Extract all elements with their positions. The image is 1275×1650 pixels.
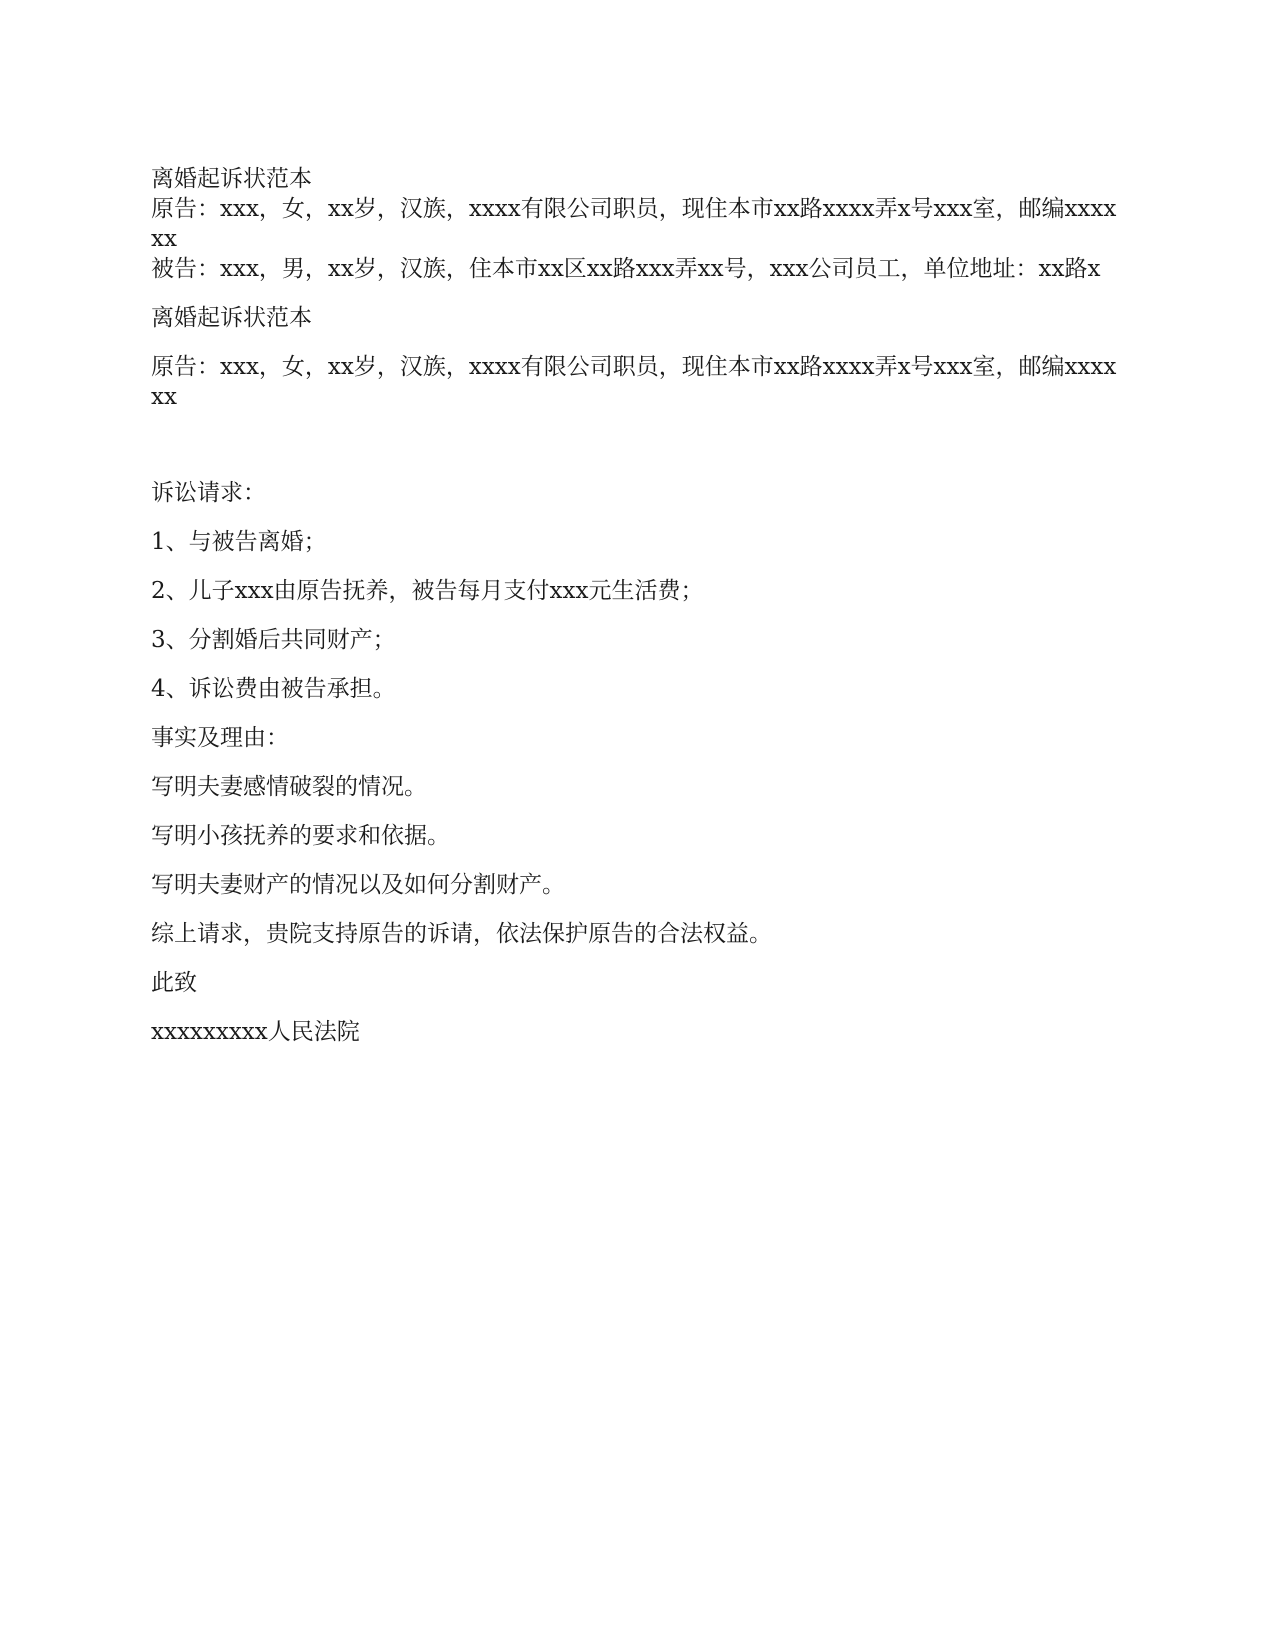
header-block: [151, 164, 1123, 284]
claim-item: 3、分割婚后共同财产；: [151, 627, 396, 653]
court-name: xxxxxxxxx人民法院: [151, 1019, 360, 1045]
claim-item: 4、诉讼费由被告承担。: [151, 676, 396, 702]
conclusion-text: 综上请求，贵院支持原告的诉请，依法保护原告的合法权益。: [151, 921, 772, 947]
facts-heading: 事实及理由：: [151, 725, 289, 751]
claim-item: 1、与被告离婚；: [151, 529, 327, 555]
plaintiff-info: 原告：xxx，女，xx岁，汉族，xxxx有限公司职员，现住本市xx路xxxx弄x号xxx室，邮编xxxxxx: [151, 196, 1117, 252]
plaintiff-info-repeat: 原告：xxx，女，xx岁，汉族，xxxx有限公司职员，现住本市xx路xxxx弄x号xxx室，邮编xxxxxx: [151, 354, 1117, 410]
fact-item: 写明夫妻财产的情况以及如何分割财产。: [151, 872, 565, 898]
fact-item: 写明夫妻感情破裂的情况。: [151, 774, 427, 800]
defendant-info: 被告：xxx，男，xx岁，汉族，住本市xx区xx路xxx弄xx号，xxx公司员工，单位地址：xx路x: [151, 256, 1101, 282]
salutation: 此致: [151, 970, 197, 996]
document-title-repeat: 离婚起诉状范本: [151, 305, 312, 331]
fact-item: 写明小孩抚养的要求和依据。: [151, 823, 450, 849]
document-body: [151, 164, 1123, 1047]
document-title: 离婚起诉状范本: [151, 166, 312, 192]
claims-heading: 诉讼请求：: [151, 480, 266, 506]
claim-item: 2、儿子xxx由原告抚养，被告每月支付xxx元生活费；: [151, 578, 704, 604]
